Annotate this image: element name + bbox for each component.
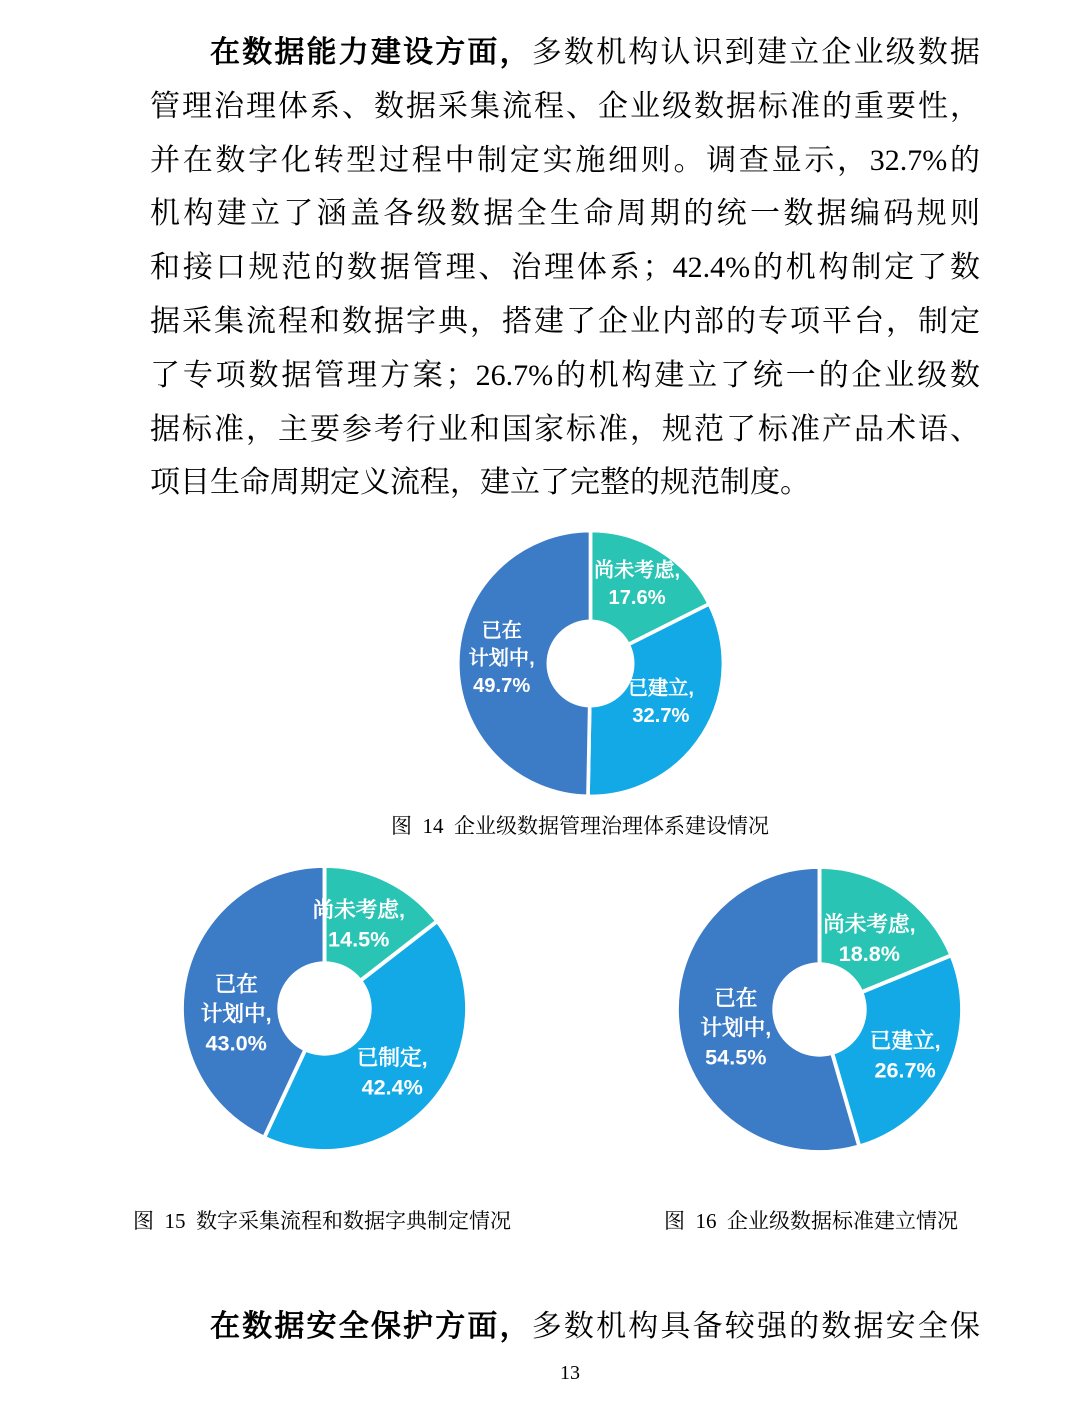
paragraph-text: 和接口规范的数据管理、治理体系；42.4%的机构制定了数: [150, 251, 980, 285]
figure-15-caption: 图 15 数字采集流程和数据字典制定情况: [133, 1209, 511, 1233]
paragraph-text: 机构建立了涵盖各级数据全生命周期的统一数据编码规则: [150, 197, 980, 231]
paragraph-line: [150, 134, 980, 188]
slice-label-已在计划中: 已在计划中, 49.7%: [468, 620, 535, 698]
paragraph-line: [150, 349, 980, 403]
paragraph-line: [150, 295, 980, 349]
donut-hole: [772, 962, 866, 1056]
slice-label-已建立: 已建立, 26.7%: [869, 1028, 941, 1083]
paragraph-line: [150, 403, 980, 457]
donut-hole: [277, 961, 371, 1055]
paragraph-text: 管理治理体系、数据采集流程、企业级数据标准的重要性，: [150, 89, 980, 123]
slice-label-已制定: 已制定, 42.4%: [356, 1044, 428, 1100]
slice-label-已建立: 已建立, 32.7%: [627, 677, 694, 727]
paragraph-data-security: [150, 1300, 980, 1354]
paragraph-data-capability: [150, 26, 980, 510]
paragraph-line: [150, 1300, 980, 1354]
paragraph-line: [150, 456, 980, 510]
donut-hole: [547, 620, 635, 708]
paragraph-text: 多数机构认识到建立企业级数据: [531, 36, 981, 69]
paragraph-bold-lead: 在数据能力建设方面，: [210, 36, 532, 69]
page-number: 13: [560, 1362, 580, 1384]
paragraph-text: 了专项数据管理方案；26.7%的机构建立了统一的企业级数: [150, 358, 980, 392]
donut-chart-figure-16: [672, 862, 967, 1157]
paragraph-text: 并在数字化转型过程中制定实施细则。调查显示，32.7%的: [150, 143, 980, 177]
slice-label-已在计划中: 已在计划中, 43.0%: [200, 971, 272, 1056]
paragraph-bold-lead: 在数据安全保护方面，: [210, 1310, 532, 1343]
slice-label-尚未考虑: 尚未考虑, 17.6%: [593, 559, 681, 610]
paragraph-text: 据标准，主要参考行业和国家标准，规范了标准产品术语、: [150, 412, 980, 446]
paragraph-text: 项目生命周期定义流程，建立了完整的规范制度。: [150, 466, 810, 500]
slice-label-尚未考虑: 尚未考虑, 18.8%: [823, 911, 916, 966]
figure-14-caption: 图 14 企业级数据管理治理体系建设情况: [391, 814, 769, 838]
donut-chart-figure-15: [177, 861, 472, 1156]
paragraph-line: [150, 187, 980, 241]
donut-chart-figure-14: [453, 526, 728, 801]
slice-label-已在计划中: 已在计划中, 54.5%: [700, 985, 772, 1070]
paragraph-line: [150, 80, 980, 134]
slice-label-尚未考虑: 尚未考虑, 14.5%: [312, 897, 405, 952]
paragraph-text: 多数机构具备较强的数据安全保: [531, 1310, 981, 1343]
paragraph-line: [150, 26, 980, 80]
figure-16-caption: 图 16 企业级数据标准建立情况: [664, 1209, 958, 1233]
paragraph-text: 据采集流程和数据字典，搭建了企业内部的专项平台，制定: [150, 304, 980, 338]
paragraph-line: [150, 241, 980, 295]
